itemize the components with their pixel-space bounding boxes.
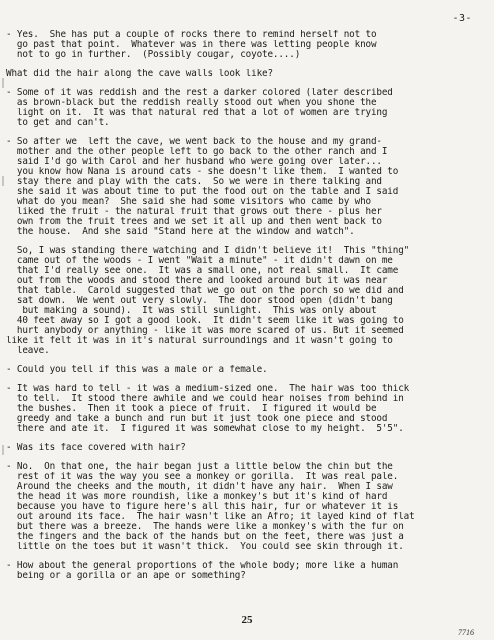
text-line: stay there and play with the cats. So we were in there talking and [6, 177, 382, 187]
binding-mark [2, 445, 4, 455]
page-code: 7716 [458, 628, 474, 637]
paragraph [6, 384, 482, 434]
text-line: there and ate it. I figured it was somewhat close to my height. 5'5". [6, 424, 404, 434]
text-line: like it felt it was in it's natural surroundings and it wasn't going to [6, 336, 393, 346]
binding-mark [2, 78, 4, 88]
text-line: So, I was standing there watching and I didn't believe it! This "thing" [6, 246, 410, 256]
text-line: sat down. We went out very slowly. The door stood open (didn't bang [6, 296, 393, 306]
text-line: the fingers and the back of the hands but on the feet, there was just a [6, 532, 404, 542]
text-line: go past that point. Whatever was in there was letting people know [6, 40, 377, 50]
page-number-top: -3- [452, 13, 472, 24]
text-line: - So after we left the cave, we went back to the house and my grand- [6, 137, 382, 147]
binding-mark [2, 176, 4, 186]
text-line: What did the hair along the cave walls look like? [6, 69, 273, 79]
text-line: greedy and take a bunch and run but it just took one piece and stood [6, 414, 388, 424]
paragraph [6, 365, 482, 375]
text-line: being or a gorilla or an ape or something? [6, 571, 246, 581]
text-line: - No. On that one, the hair began just a little below the chin but the [6, 462, 393, 472]
text-line: but making a sound). It was still sunlight. This was only about [6, 306, 377, 316]
text-line: rest of it was the way you see a monkey or gorilla. It was real pale. [6, 472, 399, 482]
text-line: little on the toes but it wasn't thick. You could see skin through it. [6, 542, 404, 552]
text-line: she said it was about time to put the food out on the table and I said [6, 187, 399, 197]
paragraph [6, 561, 482, 581]
text-line: the head it was more roundish, like a monkey's but it's kind of hard [6, 492, 388, 502]
text-line: came out of the woods - I went "Wait a minute" - it didn't dawn on me [6, 256, 393, 266]
text-line: that table. Carold suggested that we go out on the porch so we did and [6, 286, 404, 296]
page-number-bottom: 25 [241, 614, 253, 626]
text-line: - Yes. She has put a couple of rocks there to remind herself not to [6, 30, 377, 40]
paragraph [6, 137, 482, 237]
paragraph [6, 30, 482, 60]
text-line: light on it. It was that natural red that a lot of women are trying [6, 108, 388, 118]
paragraph [6, 443, 482, 453]
text-line: to tell. It stood there awhile and we could hear noises from behind in [6, 394, 404, 404]
text-line: that I'd really see one. It was a small one, not real small. It came [6, 266, 399, 276]
text-line: out around its face. The hair wasn't like an Afro; it layed kind of flat [6, 512, 415, 522]
text-line: Around the cheeks and the mouth, it didn't have any hair. When I saw [6, 482, 393, 492]
text-line: said I'd go with Carol and her husband who were going over later... [6, 157, 382, 167]
text-line: hurt anybody or anything - like it was more scared of us. But it seemed [6, 326, 404, 336]
text-line: because you have to figure here's all this hair, fur or whatever it is [6, 502, 399, 512]
text-line: mother and the other people left to go back to the other ranch and I [6, 147, 388, 157]
paragraph [6, 462, 482, 552]
text-line: you know how Nana is around cats - she doesn't like them. I wanted to [6, 167, 399, 177]
text-line: 40 feet away so I got a good look. It didn't seem like it was going to [6, 316, 404, 326]
text-line: - How about the general proportions of the whole body; more like a human [6, 561, 399, 571]
text-line: liked the fruit - the natural fruit that grows out there - plus her [6, 207, 382, 217]
text-line: - It was hard to tell - it was a medium-sized one. The hair was too thick [6, 384, 410, 394]
text-line: as brown-black but the reddish really stood out when you shone the [6, 98, 377, 108]
text-line: the bushes. Then it took a piece of fruit. I figured it would be [6, 404, 377, 414]
text-line: - Was its face covered with hair? [6, 443, 186, 453]
paragraph [6, 246, 482, 356]
text-line: to get and can't. [6, 118, 110, 128]
paragraph [6, 69, 482, 79]
text-line: what do you mean? She said she had some visitors who came by who [6, 197, 371, 207]
text-line: out from the woods and stood there and looked around but it was near [6, 276, 388, 286]
text-line: but there was a breeze. The hands were like a monkey's with the fur on [6, 522, 404, 532]
text-line: own from the fruit trees and we set it all up and then went back to [6, 217, 382, 227]
text-line: the house. And she said "Stand here at the window and watch". [6, 227, 355, 237]
text-line: not to go in further. (Possibly cougar, coyote....) [6, 50, 301, 60]
text-line: leave. [6, 346, 50, 356]
transcript-body [6, 30, 482, 590]
text-line: - Could you tell if this was a male or a female. [6, 365, 268, 375]
paragraph [6, 88, 482, 128]
text-line: - Some of it was reddish and the rest a darker colored (later described [6, 88, 393, 98]
